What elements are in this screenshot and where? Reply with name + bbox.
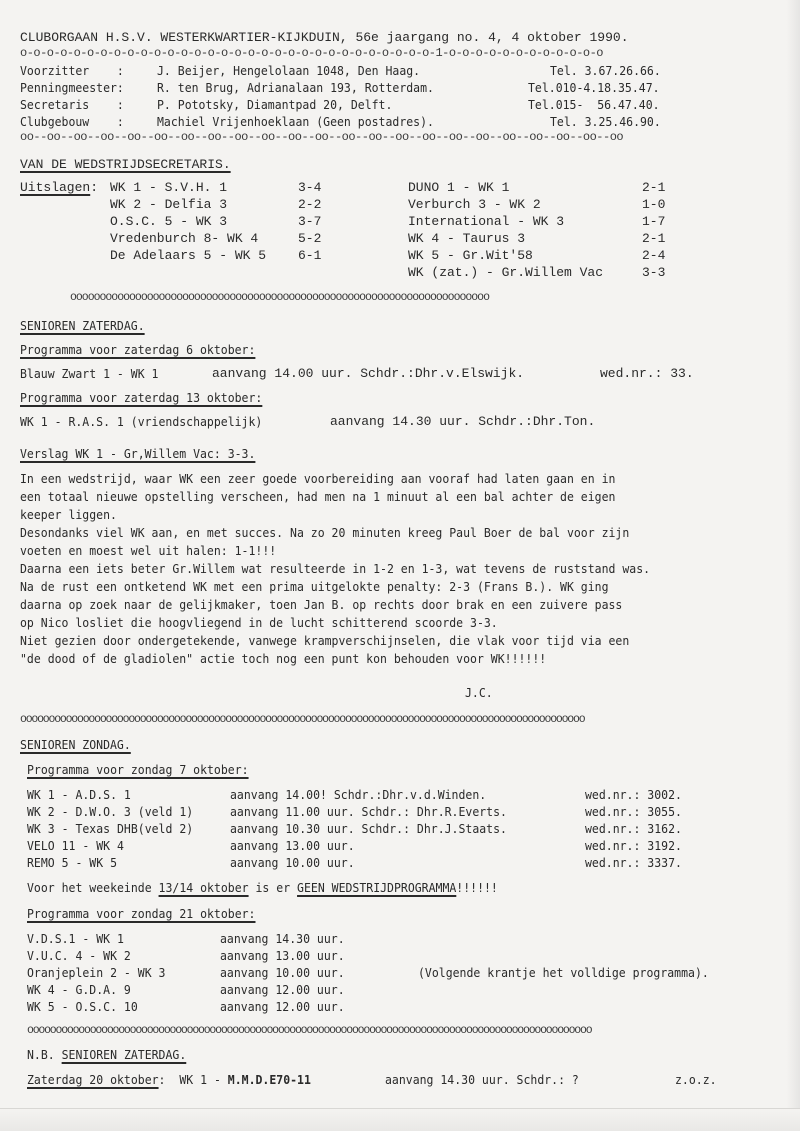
program-start: aanvang 12.00 uur. [220,982,345,997]
program-detail: aanvang 14.00 uur. Schdr.:Dhr.v.Elswijk. [212,366,525,381]
program-wednr: wed.nr.: 3002. [585,787,682,802]
result-score: 2-1 [642,180,666,195]
result-match: WK 2 - Delfia 3 [110,197,228,212]
board-info: P. Pototsky, Diamantpad 20, Delft. [157,97,393,112]
result-match: WK 5 - Gr.Wit'58 [408,248,533,263]
program-detail: aanvang 14.30 uur. Schdr.:Dhr.Ton. [330,414,596,429]
report-line: voeten en moest wel uit halen: 1-1!!! [20,543,277,558]
result-match: International - WK 3 [408,214,565,229]
report-line: Niet gezien door ondergetekende, vanwege krampverschijnselen, die vlak voor tijd via een [20,633,630,648]
report-line: Na de rust een ontketend WK met een prima uitgelokte penalty: 2-3 (Frans B.). WK ging [20,579,609,594]
program-wednr: wed.nr.: 3337. [585,855,682,870]
board-role: Clubgebouw : [20,114,124,129]
result-match: WK 4 - Taurus 3 [408,231,526,246]
result-match: O.S.C. 5 - WK 3 [110,214,228,229]
report-line: Desondanks viel WK aan, en met succes. Na zo 20 minuten kreeg Paul Boer de bal voor zijn [20,525,630,540]
report-line: "de dood of de gladiolen" actie toch nog een punt kon behouden voor WK!!!!!! [20,651,547,666]
report-line: Daarna een iets beter Gr.Willem wat resulteerde in 1-2 en 1-3, wat tevens de ruststand was. [20,561,651,576]
no-program-notice: Voor het weekeinde 13/14 oktober is er GEEN WEDSTRIJDPROGRAMMA!!!!!! [27,880,498,895]
result-score: 2-2 [298,197,322,212]
result-score: 2-4 [642,248,666,263]
result-match: WK (zat.) - Gr.Willem Vac [408,265,604,280]
board-tel: Tel.015- 56.47.40. [528,97,660,112]
program-heading: Programma voor zondag 21 oktober: [27,906,256,921]
program-wednr: wed.nr.: 33. [600,366,694,381]
board-info: R. ten Brug, Adrianalaan 193, Rotterdam. [157,80,434,95]
program-match: Oranjeplein 2 - WK 3 [27,965,166,980]
program-start: aanvang 12.00 uur. [220,999,345,1014]
result-score: 3-7 [298,214,322,229]
program-start: aanvang 14.00! Schdr.:Dhr.v.d.Winden. [230,787,487,802]
program-match: WK 5 - O.S.C. 10 [27,999,138,1014]
board-tel: Tel. 3.25.46.90. [550,114,661,129]
program-start: aanvang 10.30 uur. Schdr.: Dhr.J.Staats. [230,821,507,836]
program-heading: Programma voor zondag 7 oktober: [27,762,249,777]
report-line: een totaal nieuwe opstelling verscheen, had men na 1 minuut al een bal achter de eigen [20,489,616,504]
program-wednr: wed.nr.: 3055. [585,804,682,819]
result-match: Verburch 3 - WK 2 [408,197,541,212]
report-line: In een wedstrijd, waar WK een zeer goede voorbereiding aan vooraf had laten gaan en in [20,471,616,486]
page-bottom-edge [0,1108,800,1131]
program-match: WK 3 - Texas DHB(veld 2) [27,821,194,836]
program-match: VELO 11 - WK 4 [27,838,124,853]
program-match: Blauw Zwart 1 - WK 1 [20,366,159,381]
result-score: 3-4 [298,180,322,195]
board-role: Penningmeester: [20,80,124,95]
result-score: 5-2 [298,231,322,246]
program-start: aanvang 13.00 uur. [220,948,345,963]
report-line: op Nico losliet die hoogvliegend in de lucht schitterend scoorde 3-3. [20,615,498,630]
program-match: WK 1 - A.D.S. 1 [27,787,131,802]
program-wednr: wed.nr.: 3192. [585,838,682,853]
page-turn-note: z.o.z. [675,1072,717,1087]
section-heading-senioren-zaterdag: SENIOREN ZATERDAG. [20,318,145,333]
program-match: V.U.C. 4 - WK 2 [27,948,131,963]
report-heading: Verslag WK 1 - Gr,Willem Vac: 3-3. [20,446,256,461]
result-match: Vredenburch 8- WK 4 [110,231,259,246]
board-info: Machiel Vrijenhoeklaan (Geen postadres). [157,114,434,129]
program-start: aanvang 14.30 uur. [220,931,345,946]
program-wednr: wed.nr.: 3162. [585,821,682,836]
separator: ooooooooooooooooooooooooooooooooooooooooooooooooooooooooooooooooooooooooooooooooooooooooooooooooooo [20,713,585,726]
program-start: aanvang 10.00 uur. [230,855,355,870]
result-score: 1-0 [642,197,666,212]
report-line: keeper liggen. [20,507,117,522]
result-score: 2-1 [642,231,666,246]
separator: ooooooooooooooooooooooooooooooooooooooooooooooooooooooooooooooooooooooo [70,291,489,304]
nb-heading: N.B. SENIOREN ZATERDAG. [27,1047,187,1062]
page-edge-shadow [786,0,800,1131]
separator: ooooooooooooooooooooooooooooooooooooooooooooooooooooooooooooooooooooooooooooooooooooooooooooooooooo [27,1024,592,1037]
program-note: (Volgende krantje het volldige programma). [418,965,709,980]
program-match: WK 1 - R.A.S. 1 (vriendschappelijk) [20,414,263,429]
program-heading: Programma voor zaterdag 13 oktober: [20,390,263,405]
nb-detail: aanvang 14.30 uur. Schdr.: ? [385,1072,579,1087]
program-match: REMO 5 - WK 5 [27,855,118,870]
program-start: aanvang 11.00 uur. Schdr.: Dhr.R.Everts. [230,804,507,819]
result-score: 6-1 [298,248,322,263]
results-label: Uitslagen: [20,180,99,195]
report-line: daarna op zoek naar de gelijkmaker, toen Jan B. op rechts door brak en een zuivere pass [20,597,623,612]
result-match: WK 1 - S.V.H. 1 [110,180,228,195]
board-role: Voorzitter : [20,63,124,78]
result-score: 3-3 [642,265,666,280]
report-signature: J.C. [465,685,493,700]
program-start: aanvang 13.00 uur. [230,838,355,853]
program-match: WK 4 - G.D.A. 9 [27,982,131,997]
section-heading-senioren-zondag: SENIOREN ZONDAG. [20,737,131,752]
separator: oo--oo--oo--oo--oo--oo--oo--oo--oo--oo--oo--oo--oo--oo--oo--oo--oo--oo--oo--oo--oo--oo--oo [20,130,624,144]
nb-match-line: Zaterdag 20 oktober: WK 1 - M.M.D.E70-11 [27,1072,311,1087]
result-match: DUNO 1 - WK 1 [408,180,510,195]
result-match: De Adelaars 5 - WK 5 [110,248,267,263]
board-tel: Tel. 3.67.26.66. [550,63,661,78]
program-match: V.D.S.1 - WK 1 [27,931,124,946]
board-role: Secretaris : [20,97,124,112]
newsletter-title: CLUBORGAAN H.S.V. WESTERKWARTIER-KIJKDUIN, 56e jaargang no. 4, 4 oktober 1990. [20,30,629,45]
program-match: WK 2 - D.W.O. 3 (veld 1) [27,804,194,819]
separator: o-o-o-o-o-o-o-o-o-o-o-o-o-o-o-o-o-o-o-o-o-o-o-o-o-o-o-o-o-o-o-1-o-o-o-o-o-o-o-o-o-o-o-o [20,46,604,60]
program-start: aanvang 10.00 uur. [220,965,345,980]
board-info: J. Beijer, Hengelolaan 1048, Den Haag. [157,63,421,78]
section-heading-wedstrijdsecretaris: VAN DE WEDSTRIJDSECRETARIS. [20,157,231,172]
board-tel: Tel.010-4.18.35.47. [528,80,660,95]
result-score: 1-7 [642,214,666,229]
program-heading: Programma voor zaterdag 6 oktober: [20,342,256,357]
